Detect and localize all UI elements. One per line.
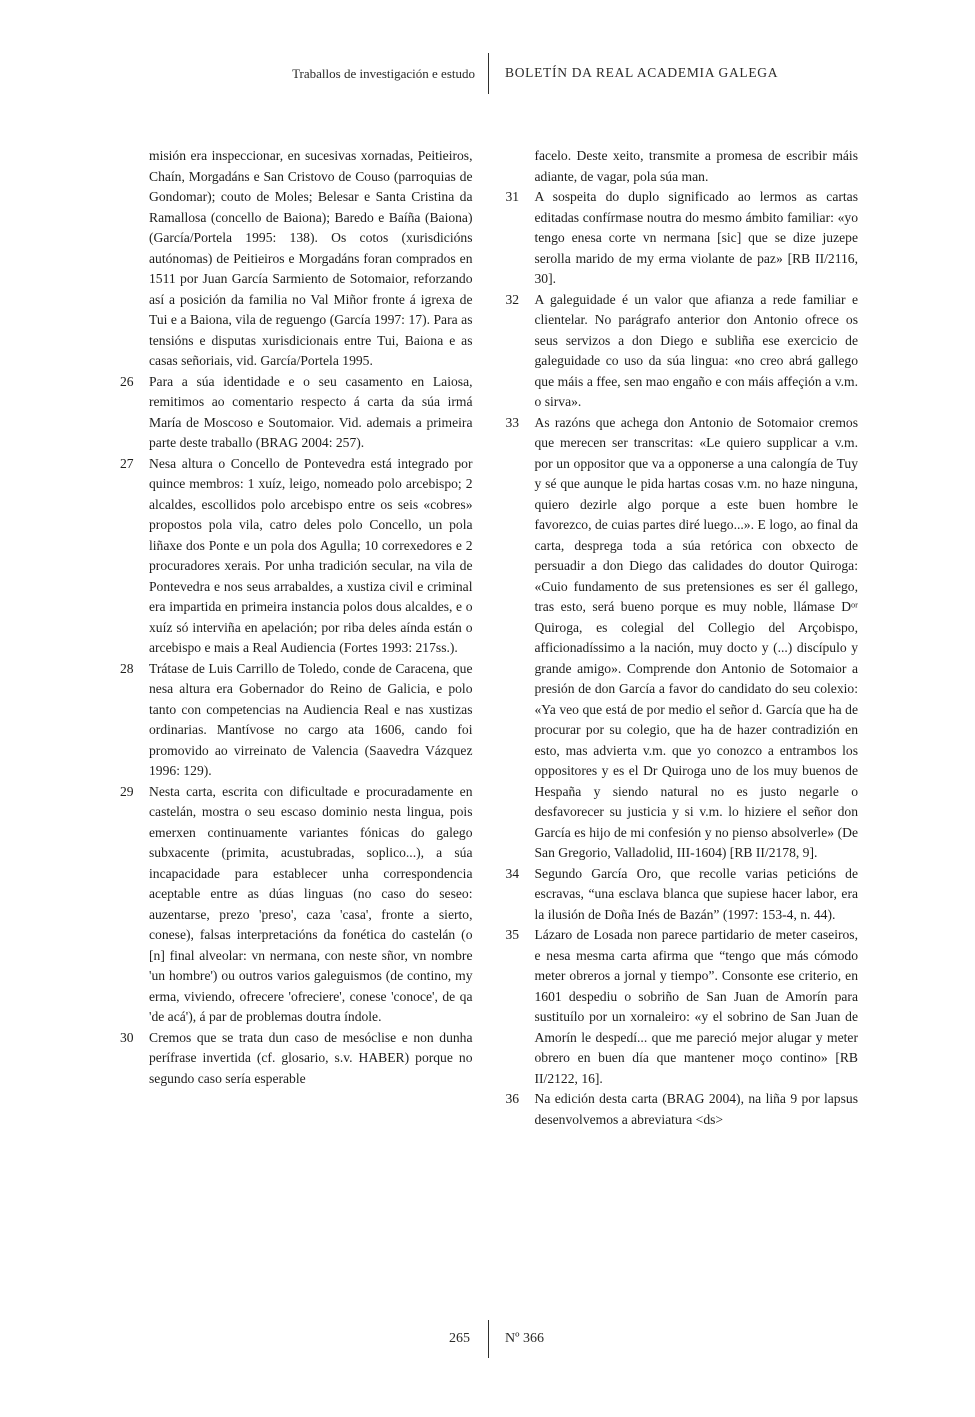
footnote-continuation-text: facelo. Deste xeito, transmite a promesa de escribir máis adiante, de vagar, pola súa man. (534, 148, 858, 184)
footnote-text: A galeguidade é un valor que afianza a rede familiar e clientelar. No parágrafo anterior don Antonio ofrece os seus servizos a don Diego e subliña ese exercicio de galeguidade co uso da súa lingua: «no creo abrá gallego que máis a ffee, sen mao engaño e con máis affeçión a v.m. o sirva». (534, 291, 858, 409)
footnote-number: 30 (120, 1029, 134, 1045)
footnote-text: Nesa altura o Concello de Pontevedra está integrado por quince membros: 1 xuíz, leigo, nomeado polo arcebispo; 2 alcaldes, escollidos polo arcebispo entre os seis «cobres» propostos pola vila, catro deles polo Concello, un pola liñaxe dos Ponte e un pola dos Agulla; 10 correxedores e 2 procuradores xerais. Por unha tradición secular, na vila de Pontevedra e nos seus arrabaldes, a xustiza civil e criminal era impartida en primeira instancia polos dous alcaldes, e o xuíz só interviña en apelación; por riba deles aínda están o arcebispo e mais a Real Audiencia (Fortes 1993: 217ss.). (149, 455, 473, 655)
right-column (506, 146, 859, 1130)
footnotes-body (120, 146, 858, 1130)
footnote-number: 35 (505, 927, 520, 942)
footnote-text: Segundo García Oro, que recolle varias peticións de escravas, “una esclava blanca que supiese hacer labor, era la ilusión de Doña Inés de Bazán” (1997: 153-4, n. 44). (534, 865, 858, 922)
footnote (120, 659, 473, 782)
page-number: 265 (449, 1331, 470, 1346)
footnote (120, 372, 473, 454)
footnote-number: 26 (120, 373, 134, 389)
footnote (506, 925, 859, 1089)
footnote-number: 29 (120, 783, 134, 799)
footnote (120, 1028, 473, 1090)
footnote (506, 864, 859, 926)
header-divider-rule (488, 53, 489, 94)
left-column (120, 146, 473, 1130)
footnote-text: Cremos que se trata dun caso de mesóclise e non dunha perífrase invertida (cf. glosario, s.v. HABER) porque no segundo caso sería esperable (149, 1029, 473, 1086)
footnote-number: 27 (120, 455, 134, 471)
footnote (506, 187, 859, 290)
footnote-text: Para a súa identidade e o seu casamento en Laiosa, remitimos ao comentario respecto á carta da súa irmá María de Moscoso e Soutomaior. Vid. ademais a primeira parte deste traballo (BRAG 2004: 257). (149, 373, 473, 450)
footnote-text: A sospeita do duplo significado ao lermos as cartas editadas confírmase noutra do mesmo ámbito familiar: «yo tengo enesa corte vn nermana [sic] que se dize juzepe serolla marido de my erma violante de paz» [RB II/2116, 30]. (534, 189, 858, 286)
footnote-number: 33 (505, 414, 520, 430)
right-footnote-list (506, 187, 859, 1130)
footnote-number: 28 (120, 660, 134, 676)
footnote-number: 32 (505, 291, 520, 307)
footnote-number: 31 (505, 189, 520, 204)
footnote (506, 413, 859, 864)
running-head-section-title: Traballos de investigación e estudo (292, 66, 475, 81)
footnote-continuation-text: misión era inspeccionar, en sucesivas xornadas, Peitieiros, Chaín, Morgadáns e San Cristovo de Couso (parroquias de Gondomar); couto de Moles; Belesar e Santa Cristina da Ramallosa (concello de Baiona); Baredo e Baíña (Baiona) (García/Portela 1995: 138). Os cotos (xurisdicións autónomas) de Peitieiros e Morgadáns foran comprados en 1511 por Juan García Sarmiento de Sotomaior, reforzando así a posición da familia no Val Miñor fronte á igrexa de Tui e a Baiona, vila de reguengo (García 1997: 17). Para as tensións e disputas xurisdicionais entre Tui, Baiona e as casas señoriais, vid. García/Portela 1995. (149, 148, 473, 368)
footnote-text: Lázaro de Losada non parece partidario de meter caseiros, e nesa mesma carta afirma que “tengo que más cómodo meter obreros a jornal y tiempo”. Consonte ese criterio, en 1601 despediu o sobriño de San Juan de Amorín para sustituílo por un xornaleiro: «y el sobrino de San Juan de Amorín le despedí... que me pareció mejor alugar y meter obrero en buen día que mantener moço contino» [RB II/2122, 16]. (534, 927, 858, 1086)
footer-divider-rule (488, 1320, 489, 1358)
footnote (506, 1089, 859, 1130)
footnote-number: 34 (505, 865, 520, 881)
footnote (120, 454, 473, 659)
footnote-text: Nesta carta, escrita con dificultade e procuradamente en castelán, mostra o seu escaso dominio nesta lingua, pois emerxen continuamente variantes fónicas do galego subxacente (primita, acustubradas, soplico...), a súa incapacidade para establecer unha correspondencia aceptable entre as dúas linguas (no caso do seseo: auzentarse, prezo 'preso', caza 'casa', fronte a sierto, conese), falsas interpretacións da fonética do castelán (o [n] final alveolar: vn nermana, con neste sñor, vn nombre 'un hombre') ou outros varios galeguismos (de contino, my erma, viviendo, ofrecere 'ofreciere', conese 'conoce', de qa 'de acá'), á par de problemas doutra índole. (149, 783, 473, 1024)
left-footnote-list (120, 372, 473, 1090)
footnote-text: As razóns que achega don Antonio de Sotomaior cremos que merecen ser transcritas: «Le quiero supplicar a v.m. por un oppositor que va a opponerse a una calongía de Tuy y sé que aunque le pida hartas cosas v.m. no haze ninguna, quiero dezirle algo porque a este buen hombre le favorezco, de cuias partes diré luego...». E logo, ao final da carta, desprega toda a súa retórica con obxecto de persuadir a don Diego das calidades do doutor Quiroga: «Cuio fundamento de sus pretensiones es ser él gallego, tras esto, será bueno porque es muy noble, llámase Dᵒʳ Quiroga, es colegial del Collegio del Arçobispo, afficionadíssimo a la nación, muy docto y (...) discípulo y grande amigo». Comprende don Antonio de Sotomaior a presión de don García a favor do candidato do seu colexio: «Ya veo que está de por medio el señor d. García que ha de procurar por su colegio, que ha de hazer contradizión en esto, mas advierta v.m. que yo conozco a entrambos los oppositores y es el Dr Quiroga uno de los muy buenos de Hespaña y siendo natural no es justo negarle o desfavorecer su justicia y si v.m. lo hiziere el señor don García es hijo de mi confesión y no pienso absolverle» (De San Gregorio, Valladolid, III-1604) [RB II/2178, 9]. (534, 414, 858, 860)
footnote (120, 782, 473, 1028)
issue-number: Nº 366 (505, 1331, 544, 1346)
footnote-number: 36 (505, 1091, 520, 1106)
footnote (506, 290, 859, 413)
footnote-text: Trátase de Luis Carrillo de Toledo, conde de Caracena, que nesa altura era Gobernador do Reino de Galicia, e polo tanto con competencias na Audiencia Real e nas xustizas ordinarias. Mantívose no cargo ata 1606, cando foi promovido ao virreinato de Valencia (Saavedra Vázquez 1996: 129). (149, 660, 473, 778)
running-head-journal-title: BOLETÍN DA REAL ACADEMIA GALEGA (505, 65, 779, 80)
footnote-text: Na edición desta carta (BRAG 2004), na liña 9 por lapsus desenvolvemos a abreviatura <ds> (534, 1091, 858, 1127)
